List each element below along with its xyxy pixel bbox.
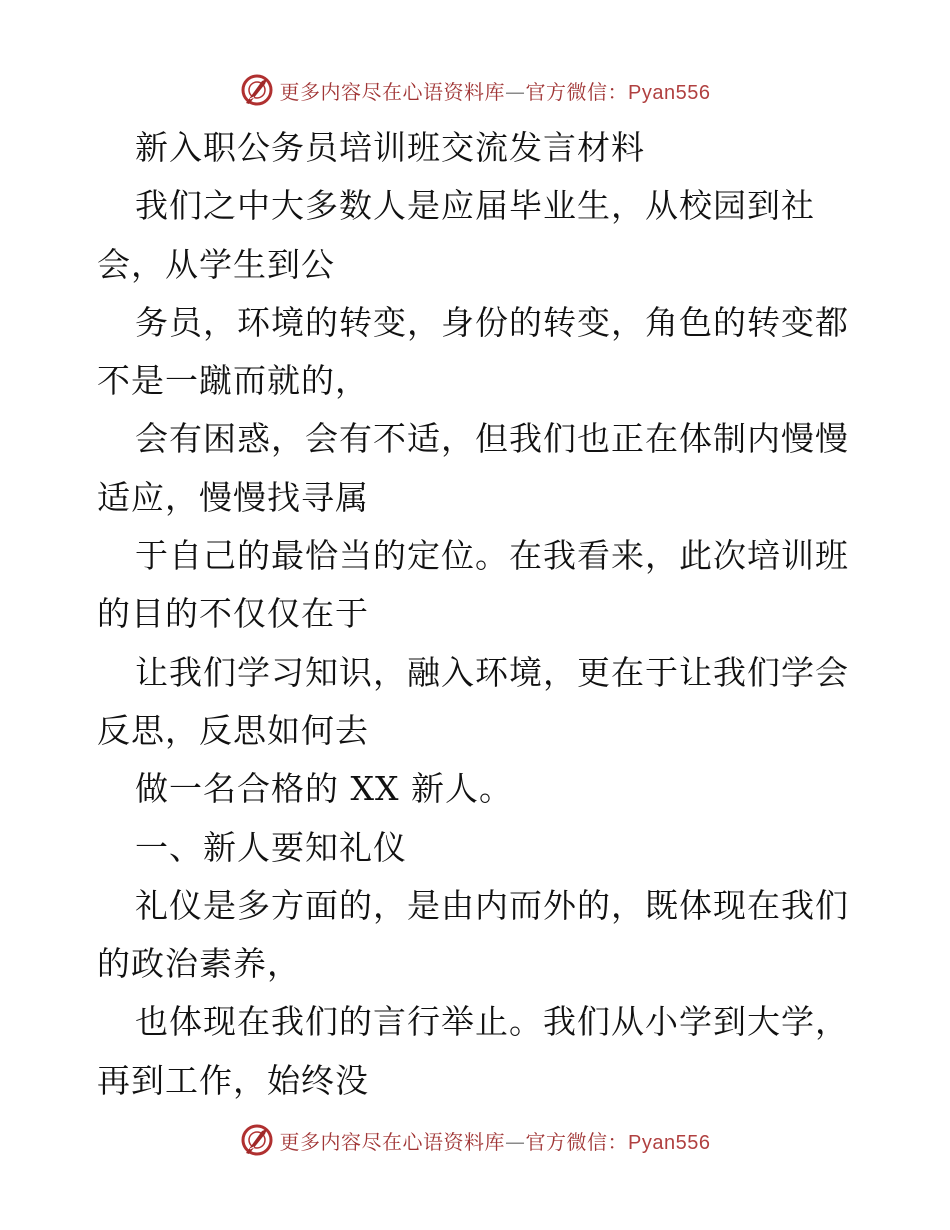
header-banner <box>0 70 950 110</box>
footer-banner-wechat-label: 官方微信： <box>525 1129 629 1154</box>
header-banner-wechat-label: 官方微信： <box>525 79 629 104</box>
quill-pen-logo-icon <box>240 73 274 107</box>
paragraph-line: 务员，环境的转变，身份的转变，角色的转变都 <box>135 302 849 342</box>
footer-banner-wechat-id: Pyan556 <box>628 1131 711 1154</box>
paragraph-line: 会有困惑，会有不适，但我们也正在体制内慢慢 <box>135 419 849 459</box>
paragraph-line: 会，从学生到公 <box>97 244 335 284</box>
paragraph-line: 再到工作，始终没 <box>97 1060 369 1100</box>
paragraph-line: 于自己的最恰当的定位。在我看来，此次培训班 <box>135 536 849 576</box>
document-body <box>97 119 857 1110</box>
document-title: 新入职公务员培训班交流发言材料 <box>135 128 645 167</box>
paragraph-line: 做一名合格的 XX 新人。 <box>135 769 513 809</box>
paragraph-line: 反思，反思如何去 <box>97 710 369 750</box>
paragraph-line: 让我们学习知识，融入环境，更在于让我们学会 <box>135 652 849 692</box>
header-banner-separator: — <box>505 79 526 104</box>
footer-banner-text <box>280 1126 711 1155</box>
header-banner-title: 更多内容尽在心语资料库 <box>279 79 506 104</box>
paragraph-line: 的目的不仅仅在于 <box>97 594 369 634</box>
quill-pen-logo-icon <box>240 1123 274 1157</box>
paragraph-line: 礼仪是多方面的，是由内而外的，既体现在我们 <box>135 885 849 925</box>
header-banner-text <box>280 76 711 105</box>
footer-banner <box>0 1120 950 1160</box>
header-banner-wechat-id: Pyan556 <box>628 81 711 104</box>
paragraph-line: 适应，慢慢找寻属 <box>97 477 369 517</box>
paragraph-line: 也体现在我们的言行举止。我们从小学到大学， <box>135 1002 849 1042</box>
footer-banner-inner <box>240 1123 711 1157</box>
paragraph-line: 不是一蹴而就的， <box>97 361 369 401</box>
section-heading: 一、新人要知礼仪 <box>135 827 407 867</box>
paragraph-line: 我们之中大多数人是应届毕业生，从校园到社 <box>135 186 815 226</box>
footer-banner-title: 更多内容尽在心语资料库 <box>279 1129 506 1154</box>
footer-banner-separator: — <box>505 1129 526 1154</box>
header-banner-inner <box>240 73 711 107</box>
paragraph-line: 的政治素养， <box>97 944 301 984</box>
